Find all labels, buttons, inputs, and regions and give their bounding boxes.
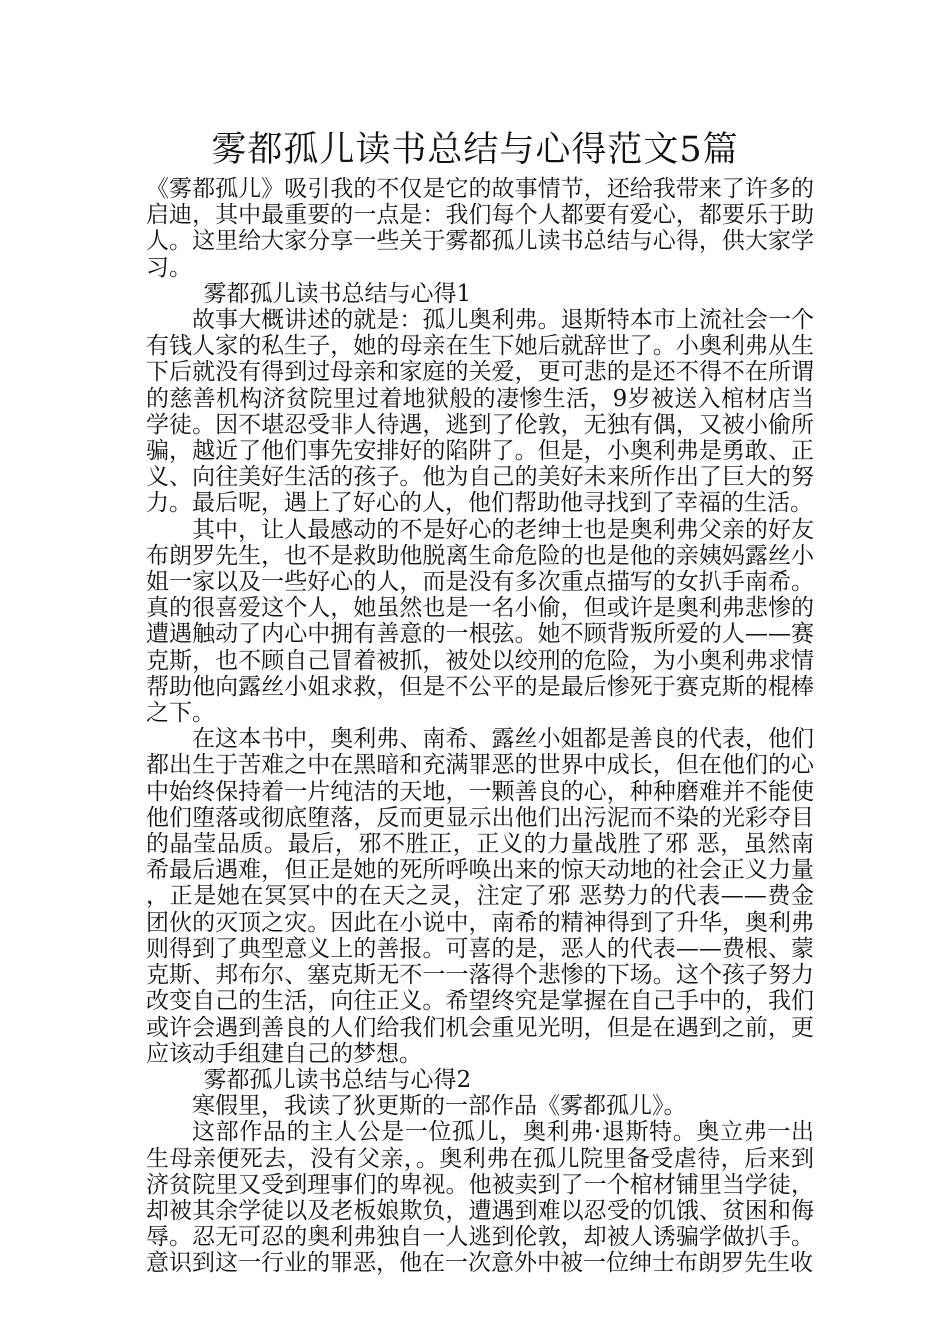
section-heading-2: 雾都孤儿读书总结与心得2: [203, 1066, 472, 1093]
document-title: 雾都孤儿读书总结与心得范文5篇: [211, 130, 739, 170]
section1-paragraph-3: 在这本书中，奥利弗、南希、露丝小姐都是善良的代表，他们都出生于苦难之中在黑暗和充满罪恶的世界中成长，但在他们的心中始终保持着一片纯洁的天地，一颗善良的心，种种磨难并不能使他们堕落或彻底堕落，反而更显示出他们出污泥而不染的光彩夺目的晶莹品质。最后，邪不胜正，正义的力量战胜了邪 恶，虽然南希最后遇难，但正是她的死所呼唤出来的惊天动地的社会正义力量，正是她在冥冥中的在天之灵，注定了邪 恶势力的代表——费金团伙的灭顶之灾。因此在小说中，南希的精神得到了升华，奥利弗则得到了典型意义上的善报。可喜的是，恶人的代表——费根、蒙克斯、邦布尔、塞克斯无不一一落得个悲惨的下场。这个孩子努力改变自己的生活，向往正义。希望终究是掌握在自己手中的，我们或许会遇到善良的人们给我们机会重见光明，但是在遇到之前，更应该动手组建自己的梦想。: [146, 726, 814, 1067]
intro-paragraph: 《雾都孤儿》吸引我的不仅是它的故事情节，还给我带来了许多的启迪，其中最重要的一点是：我们每个人都要有爱心，都要乐于助人。这里给大家分享一些关于雾都孤儿读书总结与心得，供大家学习。: [146, 176, 814, 281]
section2-paragraph-1: 寒假里，我读了狄更斯的一部作品《雾都孤儿》。: [192, 1093, 687, 1120]
section1-paragraph-2: 其中，让人最感动的不是好心的老绅士也是奥利弗父亲的好友布朗罗先生，也不是救助他脱离生命危险的也是他的亲姨妈露丝小姐一家以及一些好心的人，而是没有多次重点描写的女扒手南希。真的很喜爱这个人，她虽然也是一名小偷，但或许是奥利弗悲惨的遭遇触动了内心中拥有善意的一根弦。她不顾背叛所爱的人——赛克斯，也不顾自己冒着被抓，被处以绞刑的危险，为小奥利弗求情帮助他向露丝小姐求救，但是不公平的是最后惨死于赛克斯的棍棒之下。: [146, 516, 814, 727]
section2-paragraph-2: 这部作品的主人公是一位孤儿，奥利弗·退斯特。奥立弗一出生母亲便死去，没有父亲，。奥利弗在孤儿院里备受虐待，后来到济贫院里又受到理事们的卑视。他被卖到了一个棺材铺里当学徒，却被其余学徒以及老板娘欺负，遭遇到难以忍受的饥饿、贫困和侮辱。忍无可忍的奥利弗独自一人逃到伦敦，却被人诱骗学做扒手。意识到这一行业的罪恶，他在一次意外中被一位绅士布朗罗先生收: [146, 1119, 814, 1277]
section1-paragraph-1: 故事大概讲述的就是：孤儿奥利弗。退斯特本市上流社会一个有钱人家的私生子，她的母亲在生下她后就辞世了。小奥利弗从生下后就没有得到过母亲和家庭的关爱，更可悲的是还不得不在所谓的慈善机构济贫院里过着地狱般的凄惨生活，9岁被送入棺材店当学徒。因不堪忍受非人待遇，逃到了伦敦，无独有偶，又被小偷所骗，越近了他们事先安排好的陷阱了。但是，小奥利弗是勇敢、正义、向往美好生活的孩子。他为自己的美好未来所作出了巨大的努力。最后呢，遇上了好心的人，他们帮助他寻找到了幸福的生活。: [146, 307, 814, 517]
document-body: [146, 176, 814, 1277]
section-heading-1: 雾都孤儿读书总结与心得1: [203, 280, 472, 307]
